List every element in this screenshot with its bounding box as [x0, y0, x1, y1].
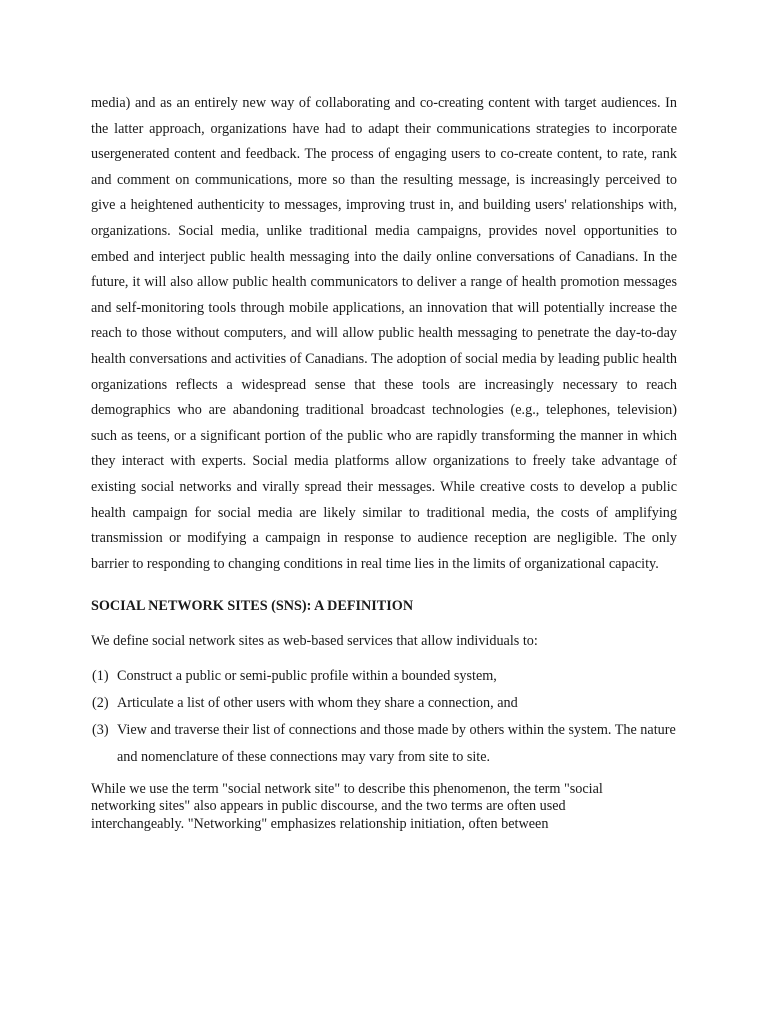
body-paragraph: media) and as an entirely new way of collaborating and co-creating content with target audiences. In the latter approach, organizations have had to adapt their communications strategies to incorporate usergenerated content and feedback. The process of engaging users to co-create content, to rate, rank and comment on communications, more so than the resulting message, is increasingly perceived to give a heightened authenticity to messages, improving trust in, and building users' relationships with, organizations. Social media, unlike traditional media campaigns, provides novel opportunities to embed and interject public health messaging into the daily online conversations of Canadians. In the future, it will also allow public health communicators to deliver a range of health promotion messages and self-monitoring tools through mobile applications, an innovation that will potentially increase the reach to those without computers, and will allow public health messaging to penetrate the day-to-day health conversations and activities of Canadians. The adoption of social media by leading public health organizations reflects a widespread sense that these tools are increasingly necessary to reach demographics who are abandoning traditional broadcast technologies (e.g., telephones, television) such as teens, or a significant portion of the public who are rapidly transforming the manner in which they interact with experts. Social media platforms allow organizations to freely take advantage of existing social networks and virally spread their messages. While creative costs to develop a public health campaign for social media are likely similar to traditional media, the costs of amplifying transmission or modifying a campaign in response to audience reception are negligible. The only barrier to responding to changing conditions in real time lies in the limits of organizational capacity. — [91, 95, 677, 572]
list-item-number: (3) — [92, 722, 109, 739]
list-item — [91, 663, 677, 690]
document-page — [91, 91, 677, 833]
list-item-text: Articulate a list of other users with whom they share a connection, and — [117, 695, 518, 712]
body-paragraph-final: While we use the term "social network site" to describe this phenomenon, the term "social networking sites" also appears in public discourse, and the two terms are often used interchangeably. "Networking" emphasizes relationship initiation, often between — [91, 781, 603, 832]
list-item-number: (1) — [92, 668, 109, 685]
list-item-number: (2) — [92, 695, 109, 712]
definition-list — [91, 663, 677, 771]
list-item — [91, 690, 677, 717]
list-item-text: View and traverse their list of connections and those made by others within the system. The nature and nomenclature of these connections may vary from site to site. — [117, 722, 676, 766]
list-item — [91, 717, 677, 771]
definition-intro: We define social network sites as web-based services that allow individuals to: — [91, 633, 538, 650]
section-heading: SOCIAL NETWORK SITES (SNS): A DEFINITION — [91, 598, 414, 615]
list-item-text: Construct a public or semi-public profile within a bounded system, — [117, 668, 497, 685]
